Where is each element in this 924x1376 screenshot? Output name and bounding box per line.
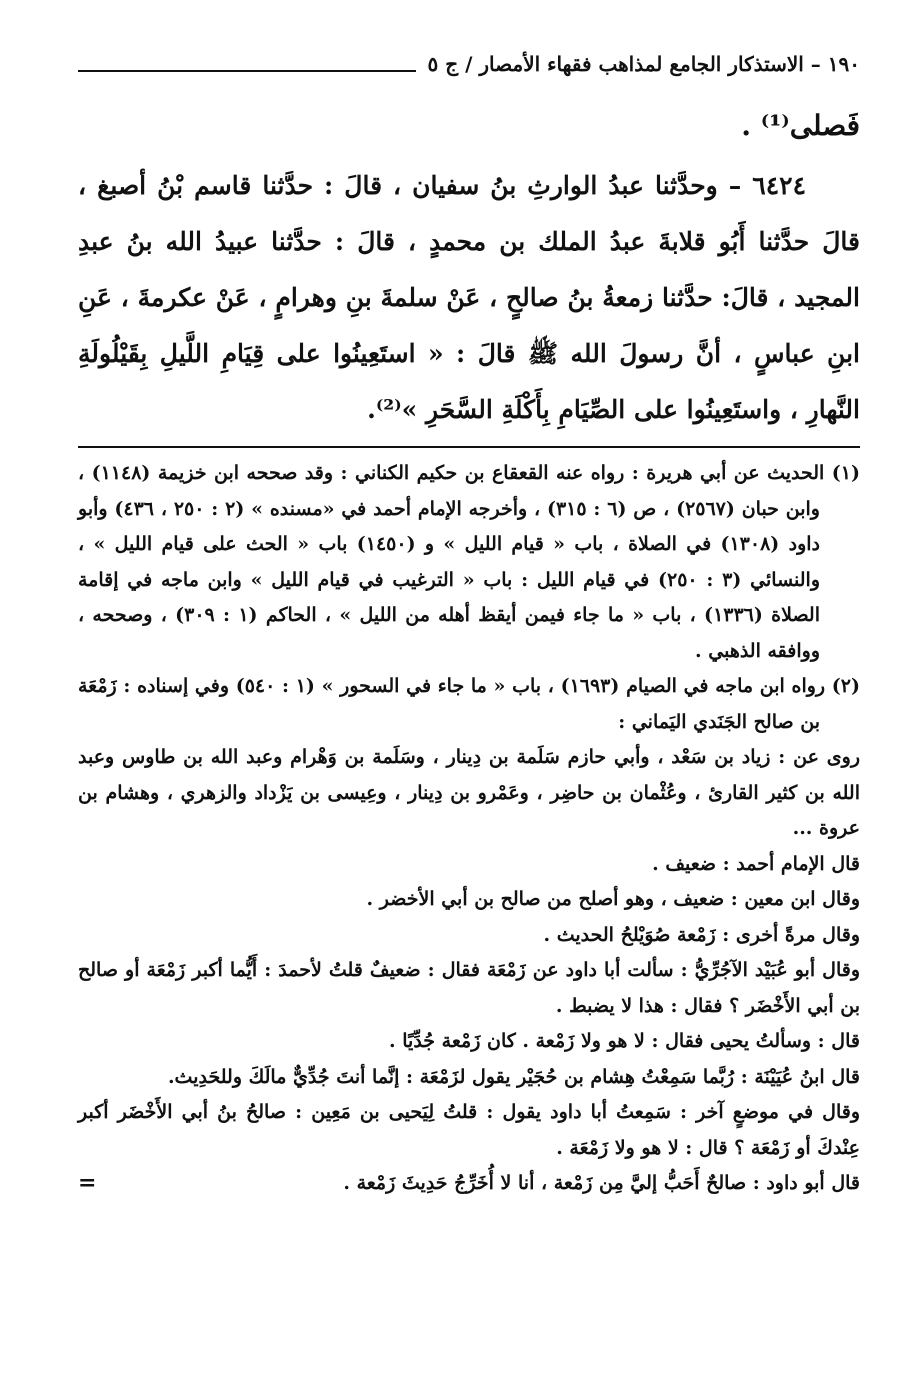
footnote-1: (١) الحديث عن أبي هريرة : رواه عنه القعقاع بن حكيم الكناني : وقد صححه ابن خزيمة (١١٤٨) ، وابن حبان (٢٥٦٧) ، ص (٦ : ٣١٥) ، وأخرجه الإمام أحمد في «مسنده » (٢ : ٢٥٠ ، ٤٣٦) وأبو داود (١٣٠٨) في الصلاة ، باب « قيام الليل » و (١٤٥٠) باب « الحث على قيام الليل » ، والنسائي (٣ : ٢٥٠) في قيام الليل : باب « الترغيب في قيام الليل » وابن ماجه في إقامة الصلاة (١٣٣٦) ، باب « ما جاء فيمن أيقظ أهله من الليل » ، الحاكم (١ : ٣٠٩) ، وصححه ، ووافقه الذهبي . (78, 462, 860, 662)
footnote-2-line: وقال مرةً أخرى : زَمْعة صُوَيْلحُ الحديث . (543, 923, 860, 946)
continuation-mark: = (78, 1170, 97, 1196)
footnote-last-row (78, 1166, 860, 1202)
section-title: فَصلى⁽¹⁾ . (741, 109, 860, 142)
footnote-2-line: قال الإمام أحمد : ضعيف . (652, 852, 860, 875)
footnote-2-line: قال أبو داود : صالحٌ أَحَبُّ إليَّ مِن زَمْعة ، أنا لا أُخَرِّجُ حَدِيثَ زَمْعة . (343, 1172, 860, 1194)
footnote-2-line: وقال في موضعٍ آخر : سَمِعتُ أبا داود يقول : قلتُ لِيَحيى بن مَعِين : صالحُ بنُ أبي الأَخْضَر أكبر عِنْدكَ أو زَمْعَة ؟ قال : لا هو ولا زَمْعَة . (78, 1101, 860, 1159)
header-rule (78, 70, 416, 72)
running-head: ١٩٠ – الاستذكار الجامع لمذاهب فقهاء الأمصار / ج ٥ (427, 52, 860, 76)
footnote-2-line: وقال أبو عُبَيْد الآجُرِّيُّ : سألت أبا داود عن زَمْعَة فقال : ضعيفٌ قلتُ لأحمدَ : أَيُّما أكبر زَمْعَة أو صالح بن أبي الأَخْضَر ؟ فقال : هذا لا يضبط . (78, 959, 860, 1017)
hadith-paragraph: ٦٤٢٤ – وحدَّثنا عبدُ الوارثِ بنُ سفيان ، قالَ : حدَّثنا قاسم بْنُ أصبغ ، قالَ حدَّثنا أَبُو قلابةَ عبدُ الملك بن محمدٍ ، قالَ : حدَّثنا عبيدُ الله بنُ عبدِ المجيد ، قالَ: حدَّثنا زمعةُ بنُ صالحٍ ، عَنْ سلمةَ بنِ وهرامٍ ، عَنْ عكرمةَ ، عَنِ ابنِ عباسٍ ، أنَّ رسولَ الله ﷺ قالَ : « استَعِينُوا على قِيَامِ اللَّيلِ بِقَيْلُولَةِ النَّهارِ ، واستَعِينُوا على الصِّيَامِ بِأَكْلَةِ السَّحَرِ »⁽²⁾. (78, 171, 860, 424)
footnote-2-intro: (٢) رواه ابن ماجه في الصيام (١٦٩٣) ، باب « ما جاء في السحور » (١ : ٥٤٠) وفي إسناده : زَمْعَة بن صالح الجَنَدي اليَماني : (78, 675, 860, 733)
footnote-2-line: روى عن : زياد بن سَعْد ، وأبي حازم سَلَمة بن دِينار ، وسَلَمة بن وَهْرام وعبد الله بن طاوس وعبد الله بن كثير القارئ ، وعُثْمان بن حاضِر ، وعَمْرو بن دِينار ، وعِيسى بن يَزْداد والزهري ، وهشام بن عروة ... (78, 746, 860, 839)
footnote-2-line: قال : وسألتُ يحيى فقال : لا هو ولا زَمْعة . كان زَمْعة جُدِّيًا . (389, 1030, 860, 1052)
main-text (78, 98, 860, 438)
footnote-2-line: قال ابنُ عُيَيْنَة : رُبَّما سَمِعْتُ هِشام بن حُجَيْر يقول لزَمْعَة : إنَّما أنتَ جُدِّيٌّ مالَكَ وللحَدِيث. (167, 1065, 860, 1088)
footnote-2-line: وقال ابن معين : ضعيف ، وهو أصلح من صالح بن أبي الأخضر . (366, 888, 860, 910)
footnote-separator (78, 446, 860, 448)
page-header (78, 40, 860, 88)
footnotes (78, 456, 860, 1202)
